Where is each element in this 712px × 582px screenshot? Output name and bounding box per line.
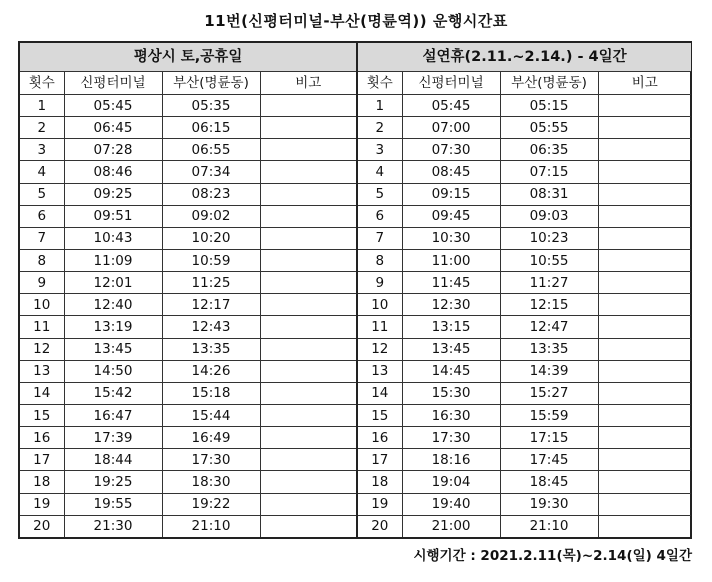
trip-number-cell: 4 [358, 161, 402, 183]
busan-time-cell: 05:15 [500, 95, 598, 117]
busan-time-cell: 08:31 [500, 183, 598, 205]
sinpyeong-time-cell: 12:30 [402, 294, 500, 316]
table-row [358, 117, 691, 139]
sinpyeong-time-cell: 08:46 [64, 161, 162, 183]
sinpyeong-time-cell: 06:45 [64, 117, 162, 139]
trip-number-cell: 12 [358, 338, 402, 360]
remarks-cell [260, 227, 357, 249]
remarks-cell [598, 471, 691, 493]
trip-number-cell: 3 [20, 139, 64, 161]
remarks-cell [598, 449, 691, 471]
busan-time-cell: 10:55 [500, 249, 598, 271]
trip-number-cell: 15 [358, 404, 402, 426]
table-row [20, 95, 357, 117]
section-heading: 설연휴(2.11.~2.14.) - 4일간 [358, 43, 691, 72]
table-row [358, 161, 691, 183]
table-row [20, 449, 357, 471]
busan-time-cell: 07:34 [162, 161, 260, 183]
busan-time-cell: 14:26 [162, 360, 260, 382]
sinpyeong-time-cell: 07:28 [64, 139, 162, 161]
sinpyeong-time-cell: 16:47 [64, 404, 162, 426]
sinpyeong-time-cell: 14:50 [64, 360, 162, 382]
sinpyeong-time-cell: 17:30 [402, 427, 500, 449]
busan-time-cell: 17:15 [500, 427, 598, 449]
busan-time-cell: 15:44 [162, 404, 260, 426]
trip-number-cell: 1 [358, 95, 402, 117]
trip-number-cell: 5 [358, 183, 402, 205]
trip-number-cell: 4 [20, 161, 64, 183]
remarks-cell [260, 183, 357, 205]
column-header-sinpyeong: 신평터미널 [402, 72, 500, 95]
remarks-cell [598, 294, 691, 316]
busan-time-cell: 12:47 [500, 316, 598, 338]
table-row [20, 427, 357, 449]
section-heading-row [20, 43, 357, 72]
sinpyeong-time-cell: 12:01 [64, 272, 162, 294]
trip-number-cell: 20 [20, 515, 64, 537]
sinpyeong-time-cell: 13:19 [64, 316, 162, 338]
table-row [20, 272, 357, 294]
busan-time-cell: 06:35 [500, 139, 598, 161]
table-row [20, 493, 357, 515]
sinpyeong-time-cell: 09:25 [64, 183, 162, 205]
busan-time-cell: 12:17 [162, 294, 260, 316]
busan-time-cell: 12:15 [500, 294, 598, 316]
table-row [20, 382, 357, 404]
busan-time-cell: 05:55 [500, 117, 598, 139]
sinpyeong-time-cell: 12:40 [64, 294, 162, 316]
remarks-cell [598, 95, 691, 117]
remarks-cell [260, 205, 357, 227]
busan-time-cell: 15:27 [500, 382, 598, 404]
remarks-cell [598, 205, 691, 227]
remarks-cell [598, 404, 691, 426]
sinpyeong-time-cell: 10:30 [402, 227, 500, 249]
sinpyeong-time-cell: 11:45 [402, 272, 500, 294]
table-row [20, 316, 357, 338]
column-header-remarks: 비고 [598, 72, 691, 95]
sinpyeong-time-cell: 05:45 [64, 95, 162, 117]
sinpyeong-time-cell: 11:00 [402, 249, 500, 271]
section-heading-row [358, 43, 691, 72]
sinpyeong-time-cell: 19:25 [64, 471, 162, 493]
busan-time-cell: 19:22 [162, 493, 260, 515]
trip-number-cell: 2 [358, 117, 402, 139]
column-header-sinpyeong: 신평터미널 [64, 72, 162, 95]
table-row [20, 404, 357, 426]
remarks-cell [260, 117, 357, 139]
trip-number-cell: 12 [20, 338, 64, 360]
trip-number-cell: 6 [358, 205, 402, 227]
trip-number-cell: 9 [358, 272, 402, 294]
remarks-cell [260, 471, 357, 493]
column-header-trip: 횟수 [358, 72, 402, 95]
sinpyeong-time-cell: 17:39 [64, 427, 162, 449]
busan-time-cell: 10:20 [162, 227, 260, 249]
table-row [20, 360, 357, 382]
table-row [20, 161, 357, 183]
busan-time-cell: 15:59 [500, 404, 598, 426]
table-row [358, 272, 691, 294]
column-header-busan: 부산(명륜동) [500, 72, 598, 95]
busan-time-cell: 08:23 [162, 183, 260, 205]
trip-number-cell: 9 [20, 272, 64, 294]
table-row [358, 338, 691, 360]
table-row [20, 227, 357, 249]
busan-time-cell: 06:55 [162, 139, 260, 161]
sinpyeong-time-cell: 08:45 [402, 161, 500, 183]
trip-number-cell: 8 [20, 249, 64, 271]
remarks-cell [598, 427, 691, 449]
sinpyeong-time-cell: 19:04 [402, 471, 500, 493]
table-row [20, 338, 357, 360]
trip-number-cell: 13 [358, 360, 402, 382]
remarks-cell [598, 338, 691, 360]
page-title: 11번(신평터미널-부산(명륜역)) 운행시간표 [204, 12, 508, 30]
table-row [20, 294, 357, 316]
trip-number-cell: 16 [358, 427, 402, 449]
remarks-cell [598, 515, 691, 537]
table-row [20, 183, 357, 205]
trip-number-cell: 7 [358, 227, 402, 249]
busan-time-cell: 11:27 [500, 272, 598, 294]
sinpyeong-time-cell: 18:44 [64, 449, 162, 471]
busan-time-cell: 10:23 [500, 227, 598, 249]
table-row [358, 227, 691, 249]
remarks-cell [260, 139, 357, 161]
sinpyeong-time-cell: 21:00 [402, 515, 500, 537]
sinpyeong-time-cell: 15:30 [402, 382, 500, 404]
table-row [358, 316, 691, 338]
table-row [20, 139, 357, 161]
remarks-cell [598, 249, 691, 271]
remarks-cell [260, 515, 357, 537]
sinpyeong-time-cell: 21:30 [64, 515, 162, 537]
busan-time-cell: 14:39 [500, 360, 598, 382]
table-row [358, 427, 691, 449]
table-row [358, 249, 691, 271]
remarks-cell [260, 404, 357, 426]
table-row [20, 205, 357, 227]
busan-time-cell: 07:15 [500, 161, 598, 183]
trip-number-cell: 11 [358, 316, 402, 338]
trip-number-cell: 3 [358, 139, 402, 161]
column-header-trip: 횟수 [20, 72, 64, 95]
remarks-cell [598, 272, 691, 294]
remarks-cell [598, 161, 691, 183]
trip-number-cell: 17 [358, 449, 402, 471]
table-row [358, 205, 691, 227]
remarks-cell [260, 161, 357, 183]
sinpyeong-time-cell: 13:45 [64, 338, 162, 360]
sinpyeong-time-cell: 05:45 [402, 95, 500, 117]
busan-time-cell: 13:35 [500, 338, 598, 360]
table-row [358, 471, 691, 493]
column-header-row [358, 72, 691, 95]
sinpyeong-time-cell: 19:40 [402, 493, 500, 515]
sinpyeong-time-cell: 09:51 [64, 205, 162, 227]
column-header-busan: 부산(명륜동) [162, 72, 260, 95]
table-row [20, 117, 357, 139]
trip-number-cell: 7 [20, 227, 64, 249]
table-row [20, 249, 357, 271]
trip-number-cell: 19 [358, 493, 402, 515]
trip-number-cell: 17 [20, 449, 64, 471]
trip-number-cell: 6 [20, 205, 64, 227]
trip-number-cell: 20 [358, 515, 402, 537]
table-row [358, 95, 691, 117]
sinpyeong-time-cell: 09:15 [402, 183, 500, 205]
remarks-cell [260, 427, 357, 449]
remarks-cell [260, 449, 357, 471]
trip-number-cell: 2 [20, 117, 64, 139]
weekend-holiday-table [20, 43, 358, 537]
sinpyeong-time-cell: 18:16 [402, 449, 500, 471]
remarks-cell [260, 294, 357, 316]
table-row [358, 139, 691, 161]
busan-time-cell: 18:45 [500, 471, 598, 493]
table-row [358, 404, 691, 426]
remarks-cell [260, 249, 357, 271]
remarks-cell [260, 338, 357, 360]
trip-number-cell: 18 [20, 471, 64, 493]
remarks-cell [598, 493, 691, 515]
table-row [358, 294, 691, 316]
busan-time-cell: 17:30 [162, 449, 260, 471]
sinpyeong-time-cell: 10:43 [64, 227, 162, 249]
busan-time-cell: 17:45 [500, 449, 598, 471]
column-header-remarks: 비고 [260, 72, 357, 95]
busan-time-cell: 16:49 [162, 427, 260, 449]
busan-time-cell: 21:10 [162, 515, 260, 537]
lunar-new-year-table [358, 43, 691, 537]
sinpyeong-time-cell: 09:45 [402, 205, 500, 227]
table-row [20, 471, 357, 493]
trip-number-cell: 14 [20, 382, 64, 404]
remarks-cell [598, 382, 691, 404]
table-row [358, 360, 691, 382]
busan-time-cell: 10:59 [162, 249, 260, 271]
remarks-cell [598, 316, 691, 338]
busan-time-cell: 06:15 [162, 117, 260, 139]
busan-time-cell: 18:30 [162, 471, 260, 493]
trip-number-cell: 11 [20, 316, 64, 338]
trip-number-cell: 14 [358, 382, 402, 404]
remarks-cell [598, 227, 691, 249]
table-row [20, 515, 357, 537]
sinpyeong-time-cell: 14:45 [402, 360, 500, 382]
trip-number-cell: 1 [20, 95, 64, 117]
remarks-cell [598, 139, 691, 161]
remarks-cell [260, 493, 357, 515]
remarks-cell [598, 360, 691, 382]
remarks-cell [260, 95, 357, 117]
busan-time-cell: 09:02 [162, 205, 260, 227]
sinpyeong-time-cell: 15:42 [64, 382, 162, 404]
remarks-cell [260, 382, 357, 404]
timetable-container [18, 41, 692, 539]
busan-time-cell: 05:35 [162, 95, 260, 117]
busan-time-cell: 19:30 [500, 493, 598, 515]
busan-time-cell: 13:35 [162, 338, 260, 360]
sinpyeong-time-cell: 19:55 [64, 493, 162, 515]
effective-period-note: 시행기간 : 2021.2.11(목)~2.14(일) 4일간 [413, 548, 692, 564]
section-heading: 평상시 토,공휴일 [20, 43, 357, 72]
table-row [358, 515, 691, 537]
remarks-cell [260, 272, 357, 294]
sinpyeong-time-cell: 07:00 [402, 117, 500, 139]
remarks-cell [598, 183, 691, 205]
table-row [358, 382, 691, 404]
sinpyeong-time-cell: 13:15 [402, 316, 500, 338]
busan-time-cell: 11:25 [162, 272, 260, 294]
sinpyeong-time-cell: 11:09 [64, 249, 162, 271]
trip-number-cell: 8 [358, 249, 402, 271]
trip-number-cell: 10 [20, 294, 64, 316]
sinpyeong-time-cell: 07:30 [402, 139, 500, 161]
trip-number-cell: 5 [20, 183, 64, 205]
trip-number-cell: 10 [358, 294, 402, 316]
trip-number-cell: 16 [20, 427, 64, 449]
trip-number-cell: 18 [358, 471, 402, 493]
sinpyeong-time-cell: 13:45 [402, 338, 500, 360]
sinpyeong-time-cell: 16:30 [402, 404, 500, 426]
column-header-row [20, 72, 357, 95]
busan-time-cell: 15:18 [162, 382, 260, 404]
busan-time-cell: 12:43 [162, 316, 260, 338]
trip-number-cell: 19 [20, 493, 64, 515]
busan-time-cell: 21:10 [500, 515, 598, 537]
table-row [358, 493, 691, 515]
trip-number-cell: 15 [20, 404, 64, 426]
remarks-cell [598, 117, 691, 139]
remarks-cell [260, 316, 357, 338]
trip-number-cell: 13 [20, 360, 64, 382]
table-row [358, 449, 691, 471]
table-row [358, 183, 691, 205]
busan-time-cell: 09:03 [500, 205, 598, 227]
remarks-cell [260, 360, 357, 382]
